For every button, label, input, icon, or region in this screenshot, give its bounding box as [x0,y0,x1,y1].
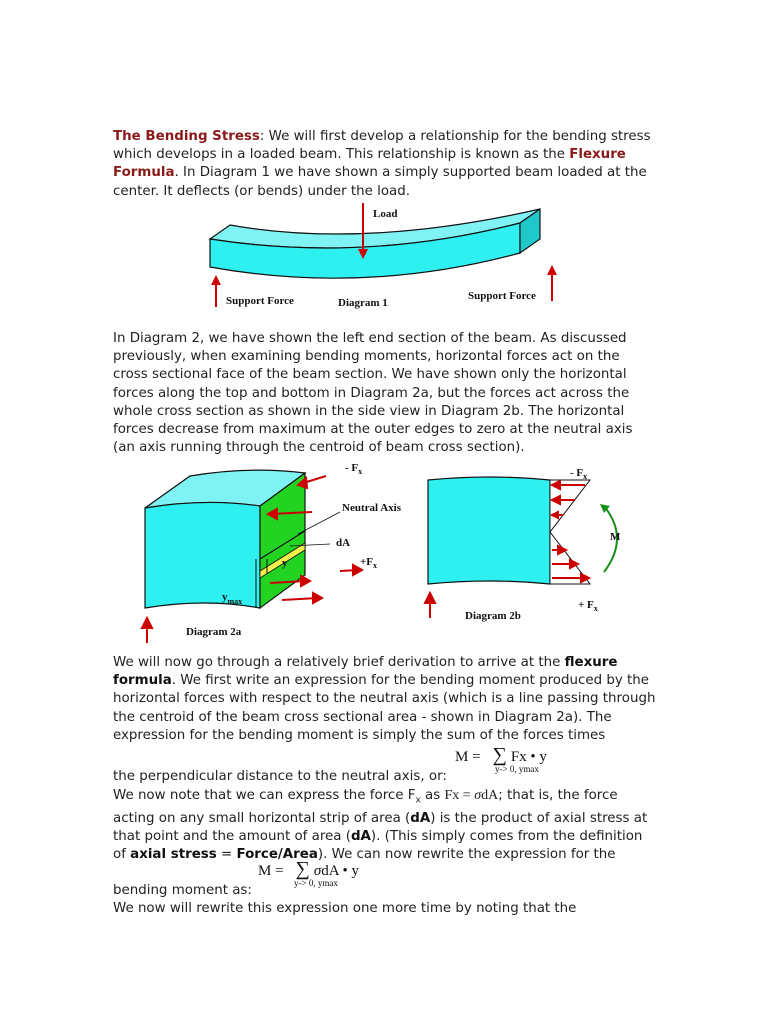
flexure-formula-keyword: Flexure Formula [113,147,626,181]
intro-paragraph [113,128,658,201]
derivation-text: We will now go through a relatively brief derivation to arrive at the [113,655,565,670]
section-heading: The Bending Stress [113,129,260,144]
diagram-1 [200,203,570,313]
da-label: dA [336,537,351,549]
flexure-formula-keyword-2: flexure formula [113,655,618,689]
diagram-1-caption: Diagram 1 [338,297,388,309]
force-expression-paragraph: We now note that we can express the force $F_x$ as Fx = σdA; that is, the force acting on any small horizontal strip of area (dA) is the product of axial stress at that point and the amount of area (dA). (This simply comes from the definition of axial stress = Force/Area). We can now rewrite the expression for the [113,788,648,863]
support-force-left-label: Support Force [226,295,294,307]
perpendicular-distance-text: the perpendicular distance to the neutral axis, or: [113,769,447,784]
derivation-paragraph [113,654,658,745]
diagram-2a-caption: Diagram 2a [186,626,242,638]
pos-fx-label: $+F_x$ [360,556,377,570]
support-force-right-label: Support Force [468,290,536,302]
diagram-2-paragraph: In Diagram 2, we have shown the left end section of the beam. As discussed previously, when examining bending moments, horizontal forces act on the cross sectional face of the beam section. We have shown only the horizontal forces along the top and bottom in Diagram 2a, but the forces act across the whole cross section as shown in the side view in Diagram 2b. The horizontal forces decrease from maximum at the outer edges to zero at the neutral axis (an axis running through the centroid of beam cross section). [113,331,633,456]
ymax-label: $y_{max}$ [222,591,243,606]
bending-moment-as-text: bending moment as: [113,883,252,898]
y-label: y [282,557,288,569]
diagram-2b [420,458,635,628]
pos-fx-label-2b: + $F_x$ [578,599,598,613]
stress-moment-equation: M = ∑ σdA • y y-> 0, ymax [258,858,359,888]
intro-text: : We will first develop a relationship for the bending stress which develops in a loaded beam. This relationship is known as the [113,129,651,163]
neg-fx-label: - $F_x$ [345,462,363,476]
load-label: Load [373,208,398,220]
rewrite-text: We now will rewrite this expression one more time by noting that the [113,901,577,916]
diagram-2b-caption: Diagram 2b [465,610,521,622]
derivation-text-end: . We first write an expression for the bending moment produced by the horizontal forces with respect to the neutral axis (which is a line passing through the centroid of the beam cross sectional area - shown in Diagram 2a). The expression for the bending moment is simply the sum of the forces times [113,673,656,743]
intro-text-end: . In Diagram 1 we have shown a simply supported beam loaded at the center. It deflects (or bends) under the load. [113,165,647,199]
moment-label: M [610,531,621,543]
diagram-2a [130,458,415,643]
neg-fx-label-2b: - $F_x$ [570,467,588,481]
moment-equation: M = ∑ Fx • y y-> 0, ymax [455,744,547,774]
neutral-axis-label: Neutral Axis [342,502,401,514]
